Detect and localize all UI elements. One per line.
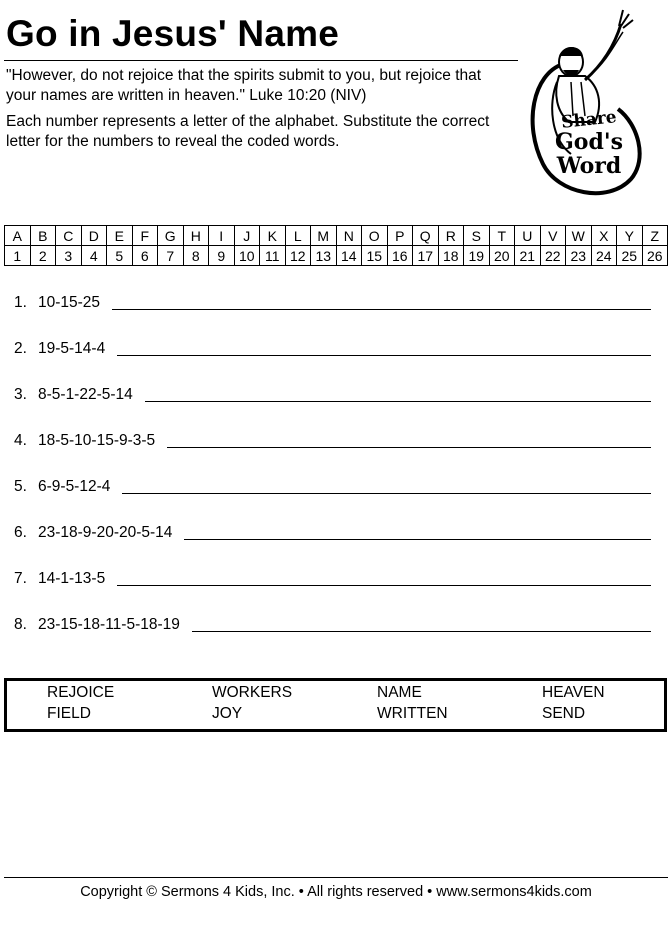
coded-word: 8-5-1-22-5-14 bbox=[38, 386, 133, 403]
cipher-letter-cell: K bbox=[260, 226, 286, 246]
cipher-letter-cell: S bbox=[464, 226, 490, 246]
cipher-number-cell: 5 bbox=[107, 246, 133, 266]
cipher-number-cell: 7 bbox=[158, 246, 184, 266]
cipher-number-cell: 17 bbox=[413, 246, 439, 266]
instructions: Each number represents a letter of the alphabet. Substitute the correct letter for the numbers to reveal the coded words. bbox=[6, 113, 490, 150]
cipher-number-cell: 25 bbox=[617, 246, 643, 266]
cipher-number-cell: 10 bbox=[234, 246, 260, 266]
word-bank-item: SEND bbox=[542, 705, 586, 722]
cipher-number-cell: 22 bbox=[540, 246, 566, 266]
question-row bbox=[14, 474, 654, 496]
cipher-letter-cell: X bbox=[591, 226, 617, 246]
word-bank-item: FIELD bbox=[47, 705, 91, 722]
coded-word: 23-18-9-20-20-5-14 bbox=[38, 524, 173, 541]
word-bank-item: NAME bbox=[377, 684, 422, 701]
cipher-letter-cell: H bbox=[183, 226, 209, 246]
bible-verse: "However, do not rejoice that the spirits submit to you, but rejoice that your names are written in heaven." Luke 10:20 (NIV) bbox=[6, 67, 482, 104]
footer-divider bbox=[4, 877, 668, 878]
logo-text-gods: God's bbox=[555, 129, 623, 155]
cipher-number-cell: 19 bbox=[464, 246, 490, 266]
cipher-letter-cell: U bbox=[515, 226, 541, 246]
word-bank-item: WORKERS bbox=[212, 684, 293, 701]
cipher-number-cell: 24 bbox=[591, 246, 617, 266]
answer-line[interactable] bbox=[167, 447, 651, 448]
cipher-number-cell: 12 bbox=[285, 246, 311, 266]
cipher-number-cell: 6 bbox=[132, 246, 158, 266]
question-row bbox=[14, 520, 654, 542]
cipher-letter-cell: W bbox=[566, 226, 592, 246]
cipher-number-cell: 1 bbox=[5, 246, 31, 266]
word-bank-item: WRITTEN bbox=[377, 705, 448, 722]
cipher-letter-cell: F bbox=[132, 226, 158, 246]
cipher-number-cell: 8 bbox=[183, 246, 209, 266]
cipher-letter-cell: C bbox=[56, 226, 82, 246]
cipher-letter-cell: B bbox=[30, 226, 56, 246]
question-row bbox=[14, 566, 654, 588]
coded-word: 6-9-5-12-4 bbox=[38, 478, 111, 495]
cipher-letter-cell: G bbox=[158, 226, 184, 246]
cipher-number-cell: 3 bbox=[56, 246, 82, 266]
cipher-key-table bbox=[4, 225, 668, 266]
coded-word: 14-1-13-5 bbox=[38, 570, 106, 587]
question-number: 2. bbox=[14, 340, 27, 357]
cipher-letter-cell: P bbox=[387, 226, 413, 246]
cipher-letter-cell: D bbox=[81, 226, 107, 246]
question-row bbox=[14, 428, 654, 450]
cipher-letter-cell: V bbox=[540, 226, 566, 246]
cipher-number-cell: 23 bbox=[566, 246, 592, 266]
question-row bbox=[14, 290, 654, 312]
question-number: 5. bbox=[14, 478, 27, 495]
coded-word: 10-15-25 bbox=[38, 294, 101, 311]
cipher-number-cell: 11 bbox=[260, 246, 286, 266]
cipher-letter-cell: T bbox=[489, 226, 515, 246]
cipher-number-cell: 16 bbox=[387, 246, 413, 266]
cipher-letter-cell: A bbox=[5, 226, 31, 246]
question-row bbox=[14, 336, 654, 358]
word-bank-item: REJOICE bbox=[47, 684, 115, 701]
word-bank-item: JOY bbox=[212, 705, 243, 722]
coded-word: 19-5-14-4 bbox=[38, 340, 106, 357]
cipher-number-cell: 2 bbox=[30, 246, 56, 266]
cipher-letter-cell: O bbox=[362, 226, 388, 246]
cipher-letter-cell: J bbox=[234, 226, 260, 246]
answer-line[interactable] bbox=[145, 401, 651, 402]
logo-text-share: Share bbox=[560, 107, 618, 133]
share-gods-word-logo bbox=[523, 4, 671, 200]
word-bank-item: HEAVEN bbox=[542, 684, 605, 701]
word-bank bbox=[4, 678, 667, 732]
cipher-number-cell: 26 bbox=[642, 246, 668, 266]
cipher-numbers-row bbox=[5, 246, 668, 266]
cipher-number-cell: 18 bbox=[438, 246, 464, 266]
question-number: 1. bbox=[14, 294, 27, 311]
question-row bbox=[14, 612, 654, 634]
coded-word: 23-15-18-11-5-18-19 bbox=[38, 616, 180, 633]
cipher-letter-cell: R bbox=[438, 226, 464, 246]
answer-line[interactable] bbox=[184, 539, 651, 540]
cipher-letter-cell: Y bbox=[617, 226, 643, 246]
cipher-letter-cell: N bbox=[336, 226, 362, 246]
cipher-letter-cell: L bbox=[285, 226, 311, 246]
answer-line[interactable] bbox=[117, 355, 651, 356]
question-number: 7. bbox=[14, 570, 27, 587]
page-title: Go in Jesus' Name bbox=[6, 13, 339, 54]
title-divider bbox=[4, 60, 518, 61]
cipher-letter-cell: Q bbox=[413, 226, 439, 246]
cipher-number-cell: 4 bbox=[81, 246, 107, 266]
answer-line[interactable] bbox=[117, 585, 651, 586]
cipher-letters-row bbox=[5, 226, 668, 246]
question-number: 8. bbox=[14, 616, 27, 633]
coded-word: 18-5-10-15-9-3-5 bbox=[38, 432, 156, 449]
cipher-number-cell: 15 bbox=[362, 246, 388, 266]
copyright-footer: Copyright © Sermons 4 Kids, Inc. • All rights reserved • www.sermons4kids.com bbox=[80, 884, 592, 900]
answer-line[interactable] bbox=[192, 631, 651, 632]
logo-text-word: Word bbox=[556, 153, 622, 179]
cipher-number-cell: 20 bbox=[489, 246, 515, 266]
cipher-letter-cell: E bbox=[107, 226, 133, 246]
cipher-number-cell: 9 bbox=[209, 246, 235, 266]
cipher-letter-cell: I bbox=[209, 226, 235, 246]
question-number: 4. bbox=[14, 432, 27, 449]
answer-line[interactable] bbox=[122, 493, 651, 494]
answer-line[interactable] bbox=[112, 309, 651, 310]
cipher-number-cell: 14 bbox=[336, 246, 362, 266]
question-number: 6. bbox=[14, 524, 27, 541]
cipher-letter-cell: Z bbox=[642, 226, 668, 246]
cipher-letter-cell: M bbox=[311, 226, 337, 246]
cipher-number-cell: 13 bbox=[311, 246, 337, 266]
question-row bbox=[14, 382, 654, 404]
question-number: 3. bbox=[14, 386, 27, 403]
cipher-number-cell: 21 bbox=[515, 246, 541, 266]
